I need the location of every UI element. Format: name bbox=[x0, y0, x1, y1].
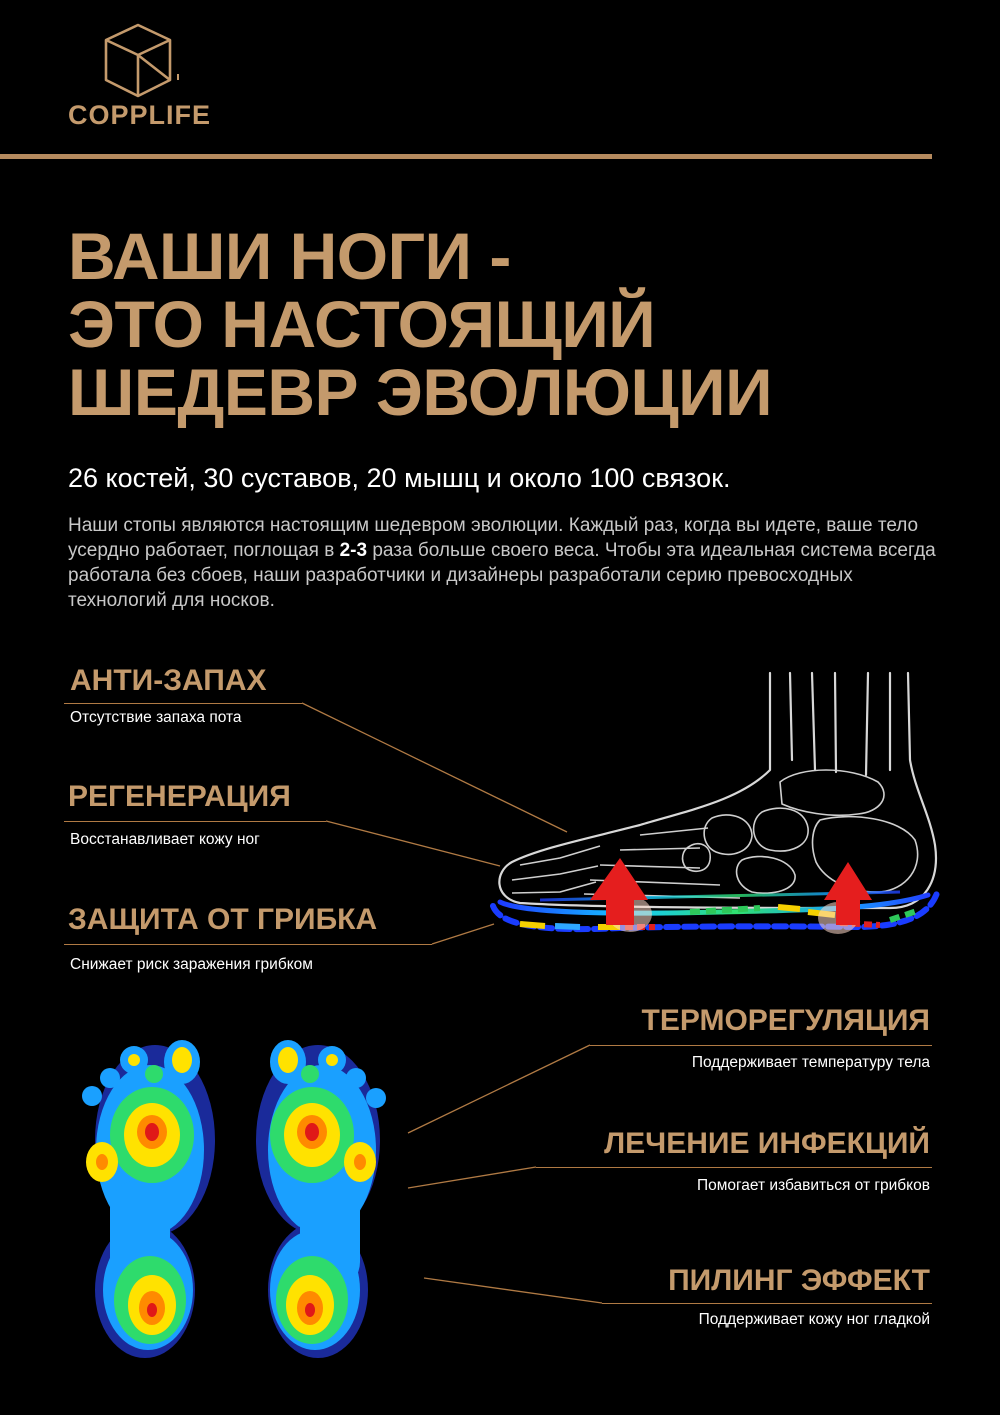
feature-infection-rule bbox=[536, 1167, 932, 1168]
feature-regeneration-title: РЕГЕНЕРАЦИЯ bbox=[68, 780, 291, 813]
feature-peeling-rule bbox=[602, 1303, 932, 1304]
intro-text-1: Наши стопы являются настоящим шедевром эволюции. Каждый раз, когда вы идете, ваше тело усердно работает, поглощая в bbox=[68, 515, 919, 561]
title-line-2: ЭТО НАСТОЯЩИЙ bbox=[68, 287, 656, 361]
feature-infection-desc: Помогает избавиться от грибков bbox=[696, 1177, 930, 1194]
title-line-1: ВАШИ НОГИ - bbox=[68, 219, 511, 293]
feature-infection-title: ЛЕЧЕНИЕ ИНФЕКЦИЙ bbox=[604, 1127, 930, 1160]
feature-fungus-title: ЗАЩИТА ОТ ГРИБКА bbox=[68, 903, 378, 936]
feature-regeneration-rule bbox=[64, 821, 326, 822]
subheadline: 26 костей, 30 суставов, 20 мышц и около 100 связок. bbox=[68, 463, 731, 493]
feature-thermo-rule bbox=[590, 1045, 932, 1046]
feature-fungus-desc: Снижает риск заражения грибком bbox=[70, 956, 313, 973]
left-footprint bbox=[82, 1040, 215, 1358]
feature-peeling-desc: Поддерживает кожу ног гладкой bbox=[698, 1311, 930, 1328]
feature-peeling-title: ПИЛИНГ ЭФФЕКТ bbox=[668, 1264, 930, 1297]
leader-lines bbox=[302, 703, 602, 1303]
right-footprint bbox=[256, 1040, 386, 1358]
header-divider bbox=[0, 154, 932, 159]
intro-paragraph bbox=[68, 513, 948, 613]
foot-skeleton-icon bbox=[499, 673, 936, 908]
title-line-3: ШЕДЕВР ЭВОЛЮЦИИ bbox=[68, 355, 773, 429]
sole-outline bbox=[493, 890, 938, 929]
feature-regeneration-desc: Восстанавливает кожу ног bbox=[70, 831, 260, 848]
feature-anti-odor-title: АНТИ-ЗАПАХ bbox=[70, 664, 267, 697]
pressure-map-footprints-icon bbox=[82, 1040, 386, 1358]
brand-name: COPPLIFE bbox=[68, 100, 212, 130]
cube-outline-icon bbox=[103, 22, 181, 102]
intro-bold: 2-3 bbox=[339, 540, 368, 561]
feature-thermo-title: ТЕРМОРЕГУЛЯЦИЯ bbox=[641, 1004, 930, 1037]
page-title bbox=[68, 219, 773, 429]
feature-fungus-rule bbox=[64, 944, 432, 945]
feature-anti-odor-desc: Отсутствие запаха пота bbox=[70, 709, 242, 726]
intro-text-2: раза больше своего веса. Чтобы эта идеальная система всегда работала без сбоев, наши разработчики и дизайнеры разработали серию превосходных технологий для носков. bbox=[68, 540, 936, 611]
feature-thermo-desc: Поддерживает температуру тела bbox=[691, 1054, 930, 1071]
feature-anti-odor-rule bbox=[64, 703, 302, 704]
pressure-arrows bbox=[590, 858, 872, 934]
foot-bones bbox=[512, 770, 918, 898]
